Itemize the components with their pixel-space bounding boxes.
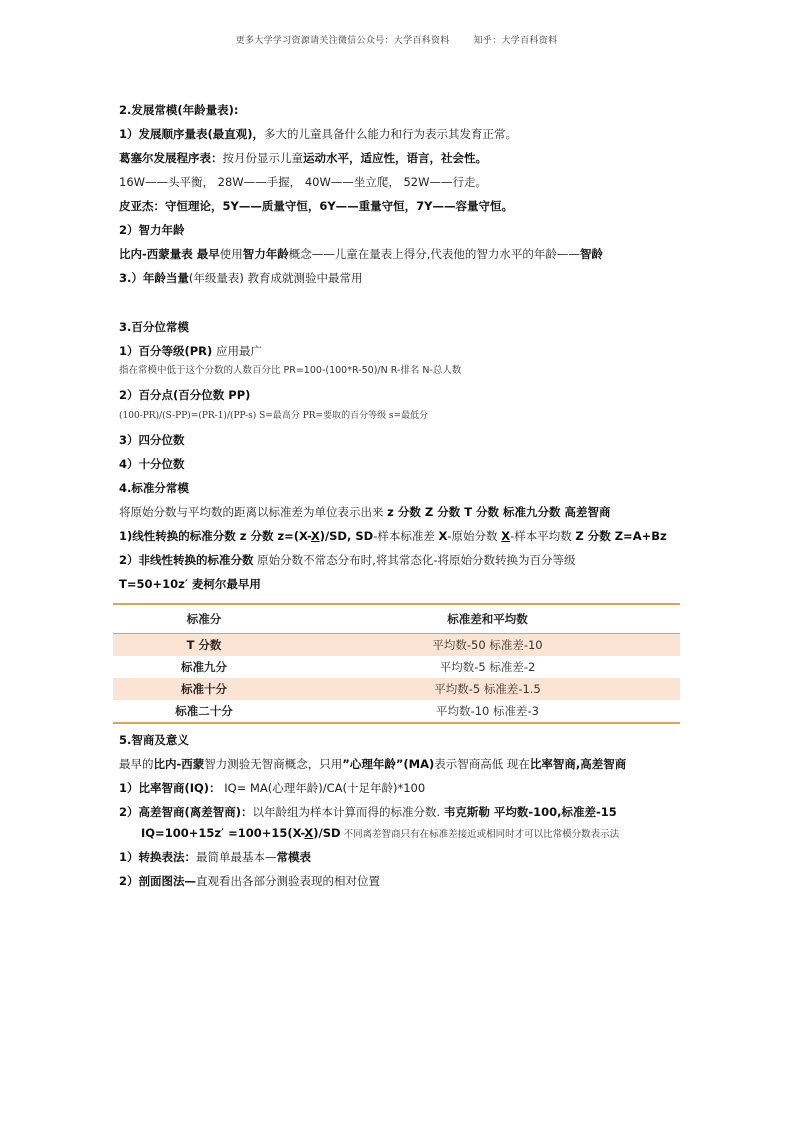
table-header-cell: 标准分	[113, 604, 295, 634]
table-header-cell: 标准差和平均数	[295, 604, 680, 634]
section-4-title: 4.标准分常模	[119, 481, 189, 495]
s4-line-2: 1)线性转换的标准分数 z 分数 z=(X-X)/SD, SD-样本标准差 X-原始分数 X-样本平均数 Z 分数 Z=A+Bz	[119, 529, 667, 543]
s3-line-6: 4）十分位数	[119, 457, 185, 471]
s3-line-1: 1）百分等级(PR) 应用最广	[119, 344, 262, 358]
s2-line-5: 2）智力年龄	[119, 223, 185, 237]
s3-line-3: 2）百分点(百分位数 PP)	[119, 388, 251, 402]
s2-line-7: 3.）年龄当量(年级量表) 教育成就测验中最常用	[119, 271, 363, 285]
s2-line-2: 葛塞尔发展程序表：按月份显示儿童运动水平，适应性，语言，社会性。	[119, 151, 487, 165]
s2-line-6: 比内-西蒙量表 最早使用智力年龄概念——儿童在量表上得分,代表他的智力水平的年龄——智龄	[119, 247, 603, 261]
header-right: 知乎：大学百科资料	[473, 36, 558, 46]
s5-line-1: 最早的比内-西蒙智力测验无智商概念，只用”心理年龄”(MA)表示智商高低 现在比率智商,高差智商	[119, 757, 627, 771]
standard-score-table	[113, 603, 680, 724]
page-header	[0, 33, 793, 46]
s5-line-4: IQ=100+15z′ =100+15(X-X)/SD 不同离差智商只有在标准差接近或相同时才可以比常模分数表示法	[141, 826, 620, 840]
table-cell: 标准九分	[181, 660, 227, 674]
s2-line-4: 皮亚杰：守恒理论，5Y——质量守恒，6Y——重量守恒，7Y——容量守恒。	[119, 199, 513, 213]
table-row	[113, 678, 680, 700]
table-row	[113, 700, 680, 723]
s5-line-2: 1）比率智商(IQ)： IQ= MA(心理年龄)/CA(十足年龄)*100	[119, 781, 426, 795]
table-cell: 平均数-5 标准差-1.5	[295, 678, 680, 700]
table-cell: 平均数-10 标准差-3	[295, 700, 680, 723]
s5-line-3: 2）高差智商(离差智商)：以年龄组为样本计算而得的标准分数. 韦克斯勒 平均数-100,标准差-15	[119, 805, 617, 819]
table-cell: 标准二十分	[113, 700, 295, 723]
s5-line-6: 2）剖面图法—直观看出各部分测验表现的相对位置	[119, 874, 381, 888]
s5-line-5: 1）转换表法：最简单最基本—常模表	[119, 850, 312, 864]
section-5-title: 5.智商及意义	[119, 733, 189, 747]
header-left: 更多大学学习资源请关注微信公众号：大学百科资料	[235, 36, 450, 46]
table-row	[113, 634, 680, 657]
s3-line-5: 3）四分位数	[119, 433, 185, 447]
s4-line-3: 2）非线性转换的标准分数 原始分数不常态分布时,将其常态化-将原始分数转换为百分等级	[119, 553, 576, 567]
section-2-title: 2.发展常模(年龄量表):	[119, 103, 239, 117]
s3-line-4: (100-PR)/(S-PP)=(PR-1)/(PP-s) S=最高分 PR=要取的百分等级 s=最低分	[119, 411, 429, 421]
s2-line-3: 16W——头平衡， 28W——手握， 40W——坐立爬， 52W——行走。	[119, 175, 487, 189]
s2-line-1: 1）发展顺序量表(最直观)，多大的儿童具备什么能力和行为表示其发育正常。	[119, 127, 518, 141]
table-header-row	[113, 604, 680, 634]
s4-line-4: T=50+10z′ 麦柯尔最早用	[119, 577, 261, 591]
s4-line-1: 将原始分数与平均数的距离以标准差为单位表示出来 z 分数 Z 分数 T 分数 标准九分数 高差智商	[119, 505, 611, 519]
table-cell: 平均数-50 标准差-10	[295, 634, 680, 657]
section-3-title: 3.百分位常模	[119, 320, 189, 334]
table-row	[113, 656, 680, 678]
table-cell: T 分数	[113, 634, 295, 657]
table-cell: 平均数-5 标准差-2	[439, 660, 536, 674]
s3-line-2: 指在常模中低于这个分数的人数百分比 PR=100-(100*R-50)/N R-排名 N-总人数	[119, 365, 462, 376]
table-cell: 标准十分	[113, 678, 295, 700]
